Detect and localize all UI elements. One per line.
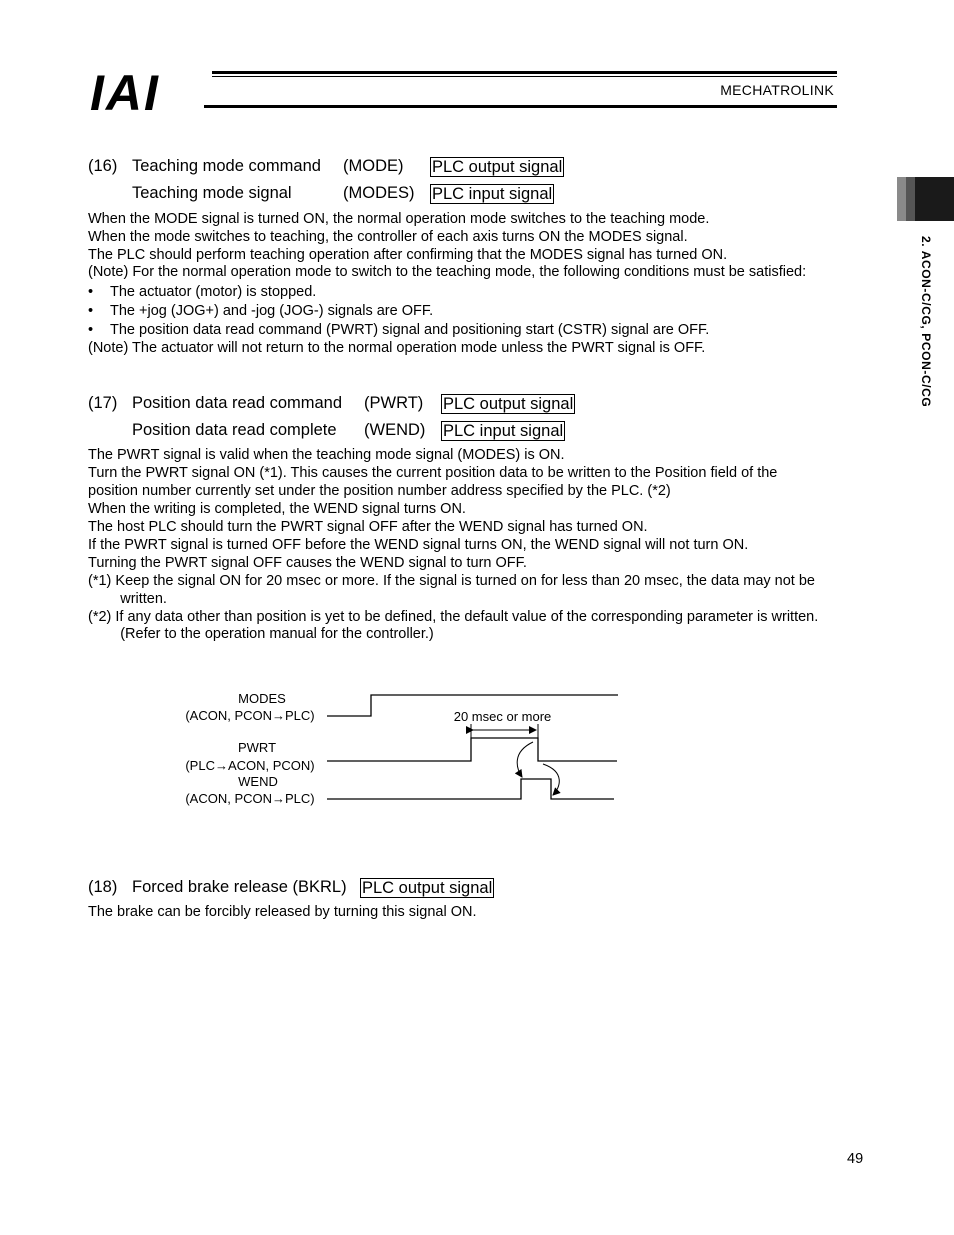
timing-wend-dir: (ACON, PCON→PLC) xyxy=(185,791,315,806)
s16-line-1: When the MODE signal is turned ON, the normal operation mode switches to the teaching mode. xyxy=(88,211,710,227)
pwrt-waveform xyxy=(327,738,617,761)
s16-number: (16) xyxy=(88,157,118,175)
s18-line-1: The brake can be forcibly released by turning this signal ON. xyxy=(88,904,477,920)
timing-duration-label: 20 msec or more xyxy=(453,709,552,724)
s16-bullet-dot-2: • xyxy=(88,303,94,319)
s16-bullet-3: The position data read command (PWRT) signal and positioning start (CSTR) signal are OFF. xyxy=(110,322,710,338)
logo-text: IAI xyxy=(90,70,160,114)
s17-line-1: The PWRT signal is valid when the teaching mode signal (MODES) is ON. xyxy=(88,447,565,463)
modes-waveform xyxy=(327,695,618,716)
timing-wend-label: WEND xyxy=(238,774,278,789)
s16-row2-name: Teaching mode signal xyxy=(132,184,292,202)
s17-number: (17) xyxy=(88,394,118,412)
pwrt-to-wend-arrow xyxy=(517,742,533,777)
s17-line-4: When the writing is completed, the WEND signal turns ON. xyxy=(88,501,466,517)
s17-line-7: Turning the PWRT signal OFF causes the WEND signal to turn OFF. xyxy=(88,555,527,571)
s16-bullet-dot-1: • xyxy=(88,284,94,300)
s16-bullet-1: The actuator (motor) is stopped. xyxy=(110,284,317,300)
s17-line-10: (*2) If any data other than position is yet to be defined, the default value of the corresponding parameter is written. xyxy=(88,609,819,625)
s17-row1-name: Position data read command xyxy=(132,394,343,412)
s16-line-3: The PLC should perform teaching operation after confirming that the MODES signal has turned ON. xyxy=(88,247,728,263)
s18-number: (18) xyxy=(88,878,118,896)
s18-row1-name: Forced brake release (BKRL) xyxy=(132,878,347,896)
page-number: 49 xyxy=(847,1151,864,1167)
s16-bullet-dot-3: • xyxy=(88,322,94,338)
s16-row2-code: (MODES) xyxy=(343,184,415,202)
s17-row1-code: (PWRT) xyxy=(364,394,424,412)
s17-line-5: The host PLC should turn the PWRT signal OFF after the WEND signal has turned ON. xyxy=(88,519,648,535)
wend-waveform xyxy=(327,779,614,799)
s17-row1-signal: PLC output signal xyxy=(443,395,574,413)
s17-line-2: Turn the PWRT signal ON (*1). This causes the current position data to be written to the Position field of the xyxy=(88,465,778,481)
s16-row1-signal: PLC output signal xyxy=(432,158,563,176)
s16-bullet-2: The +jog (JOG+) and -jog (JOG-) signals are OFF. xyxy=(110,303,434,319)
s17-line-3: position number currently set under the position number address specified by the PLC. (*2) xyxy=(88,483,671,499)
s16-line-2: When the mode switches to teaching, the controller of each axis turns ON the MODES signal. xyxy=(88,229,688,245)
s17-row2-name: Position data read complete xyxy=(132,421,337,439)
chapter-tab-label: 2. ACON-C/CG, PCON-C/CG xyxy=(919,236,933,408)
s18-row1-signal: PLC output signal xyxy=(362,879,493,897)
timing-pwrt-dir: (PLC→ACON, PCON) xyxy=(185,758,315,773)
timing-pwrt-label: PWRT xyxy=(237,740,277,755)
s17-line-8: (*1) Keep the signal ON for 20 msec or more. If the signal is turned on for less than 20 msec, the data may not be xyxy=(88,573,815,589)
s16-note-2: (Note) The actuator will not return to the normal operation mode unless the PWRT signal is OFF. xyxy=(88,340,706,356)
s17-row2-signal: PLC input signal xyxy=(443,422,564,440)
s16-row2-signal: PLC input signal xyxy=(432,185,553,203)
s17-line-9: written. xyxy=(88,591,167,607)
header-title: MECHATROLINK xyxy=(720,82,834,98)
timing-modes-dir: (ACON, PCON→PLC) xyxy=(185,708,315,723)
timing-modes-label: MODES xyxy=(238,691,286,706)
s16-row1-name: Teaching mode command xyxy=(132,157,321,175)
s17-line-6: If the PWRT signal is turned OFF before the WEND signal turns ON, the WEND signal will not turn ON. xyxy=(88,537,749,553)
s16-line-4: (Note) For the normal operation mode to switch to the teaching mode, the following conditions must be satisfied: xyxy=(88,264,807,280)
s17-row2-code: (WEND) xyxy=(364,421,426,439)
s16-row1-code: (MODE) xyxy=(343,157,404,175)
s17-line-11: (Refer to the operation manual for the controller.) xyxy=(88,626,434,642)
